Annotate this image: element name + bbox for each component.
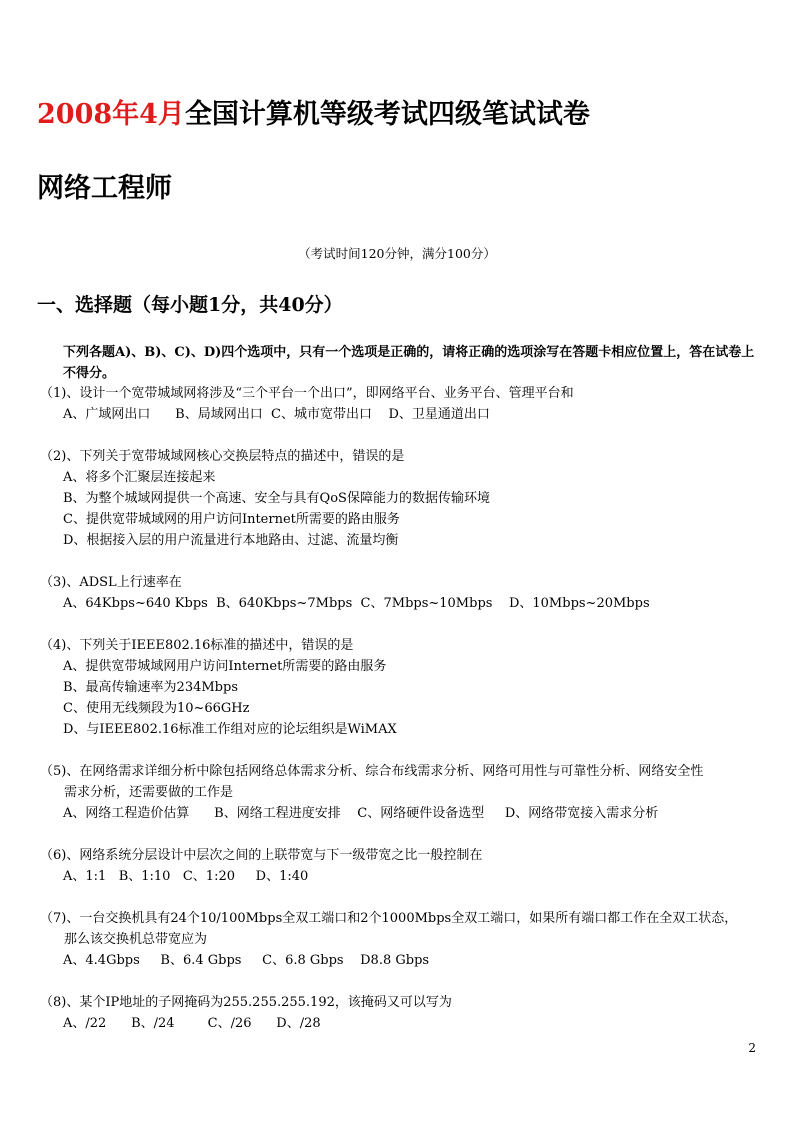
- question-option-a: A、提供宽带城域网用户访问Internet所需要的路由服务: [63, 659, 387, 674]
- question-options: A、/22 B、/24 C、/26 D、/28: [63, 1016, 321, 1031]
- question-option-c: C、使用无线频段为10~66GHz: [63, 701, 250, 716]
- question-stem: （2)、下列关于宽带城域网核心交换层特点的描述中，错误的是: [40, 449, 405, 464]
- question-3: [40, 572, 765, 614]
- section-heading: 一、选择题（每小题1分，共40分）: [37, 294, 343, 316]
- question-option-b: B、为整个城域网提供一个高速、安全与具有QoS保障能力的数据传输环境: [63, 491, 490, 506]
- title-year-month: 2008年4月: [37, 99, 185, 130]
- instructions: 下列各题A)、B)、C)、D)四个选项中，只有一个选项是正确的，请将正确的选项涂写在答题卡相应位置上，答在试卷上不得分。: [63, 345, 755, 381]
- question-options: A、网络工程造价估算 B、网络工程进度安排 C、网络硬件设备选型 D、网络带宽接入需求分析: [63, 806, 659, 821]
- page-title: [37, 92, 590, 131]
- question-options: A、1:1 B、1:10 C、1:20 D、1:40: [63, 869, 309, 884]
- question-stem: （3)、ADSL上行速率在: [40, 575, 182, 590]
- page-subtitle: 网络工程师: [37, 173, 172, 204]
- question-7: [40, 908, 765, 971]
- question-option-c: C、提供宽带城域网的用户访问Internet所需要的路由服务: [63, 512, 400, 527]
- question-options: A、64Kbps~640 Kbps B、640Kbps~7Mbps C、7Mbps~10Mbps D、10Mbps~20Mbps: [63, 596, 650, 611]
- question-stem: （6)、网络系统分层设计中层次之间的上联带宽与下一级带宽之比一般控制在: [40, 848, 483, 863]
- question-stem: （8)、某个IP地址的子网掩码为255.255.255.192，该掩码又可以写为: [40, 995, 452, 1010]
- question-stem-continued: 那么该交换机总带宽应为: [64, 932, 208, 947]
- question-option-a: A、将多个汇聚层连接起来: [63, 470, 216, 485]
- question-option-b: B、最高传输速率为234Mbps: [63, 680, 238, 695]
- question-1: [40, 383, 765, 425]
- question-2: [40, 446, 765, 551]
- question-stem-continued: 需求分析，还需要做的工作是: [64, 785, 234, 800]
- question-list: [40, 383, 765, 1034]
- question-5: [40, 761, 765, 824]
- question-6: [40, 845, 765, 887]
- question-stem: （5)、在网络需求详细分析中除包括网络总体需求分析、综合布线需求分析、网络可用性与可靠性分析、网络安全性: [40, 764, 704, 779]
- question-options: A、4.4Gbps B、6.4 Gbps C、6.8 Gbps D8.8 Gbps: [63, 953, 430, 968]
- question-stem: （1)、设计一个宽带城域网将涉及“三个平台一个出口”，即网络平台、业务平台、管理平台和: [40, 386, 574, 401]
- question-option-d: D、根据接入层的用户流量进行本地路由、过滤、流量均衡: [63, 533, 399, 548]
- title-main: 全国计算机等级考试四级笔试试卷: [184, 99, 590, 130]
- question-4: [40, 635, 765, 740]
- question-options: A、广域网出口 B、局域网出口 C、城市宽带出口 D、卫星通道出口: [63, 407, 490, 422]
- exam-info: （考试时间120分钟，满分100分）: [298, 246, 496, 261]
- page-number: 2: [748, 1041, 756, 1055]
- question-stem: （7)、一台交换机具有24个10/100Mbps全双工端口和2个1000Mbps全双工端口，如果所有端口都工作在全双工状态，: [40, 911, 738, 926]
- question-stem: （4)、下列关于IEEE802.16标准的描述中，错误的是: [40, 638, 354, 653]
- question-option-d: D、与IEEE802.16标准工作组对应的论坛组织是WiMAX: [63, 722, 397, 737]
- question-8: [40, 992, 765, 1034]
